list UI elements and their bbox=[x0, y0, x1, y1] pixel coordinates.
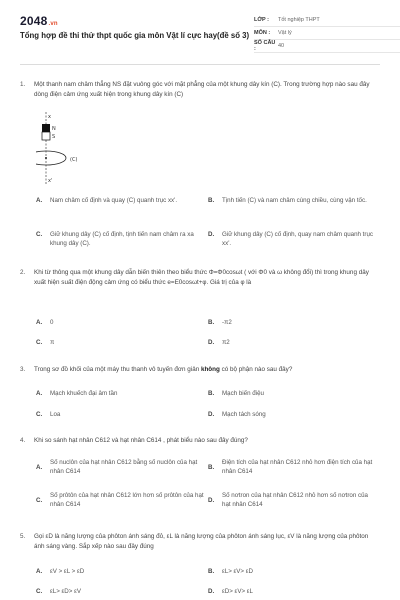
meta-key: MÔN : bbox=[254, 30, 271, 36]
option-letter: B. bbox=[208, 197, 215, 204]
option-text: 0 bbox=[50, 319, 54, 326]
meta-row-subject bbox=[254, 27, 400, 40]
option-text: Nam châm cố định và quay (C) quanh trục xx'. bbox=[50, 197, 178, 204]
meta-row-class bbox=[254, 14, 400, 27]
option-b[interactable] bbox=[208, 196, 378, 216]
option-a[interactable] bbox=[36, 567, 204, 577]
meta-value: Vật lý bbox=[278, 30, 292, 36]
meta-key: LỚP : bbox=[254, 17, 269, 23]
option-text: εL> εD> εV bbox=[50, 588, 81, 595]
magnet-north bbox=[42, 124, 50, 132]
question-5 bbox=[20, 532, 380, 598]
question-1 bbox=[20, 80, 380, 260]
header bbox=[20, 14, 380, 62]
meta-key: SỐ CÂU : bbox=[254, 40, 276, 52]
stem-text: Trong sơ đồ khối của một máy thu thanh vô tuyến đơn giản bbox=[34, 366, 201, 373]
option-text: Tịnh tiến (C) và nam châm cùng chiều, cùng vận tốc. bbox=[222, 197, 367, 204]
question-number: 3. bbox=[20, 366, 26, 373]
option-text: Mạch khuếch đại âm tần bbox=[50, 390, 118, 397]
question-number: 2. bbox=[20, 269, 26, 276]
option-d[interactable] bbox=[208, 338, 378, 348]
label-s: S bbox=[52, 134, 56, 140]
option-text: Loa bbox=[50, 411, 61, 418]
option-letter: A. bbox=[36, 390, 43, 397]
brand-name: 2048 bbox=[20, 14, 48, 28]
option-letter: D. bbox=[208, 588, 215, 595]
option-a[interactable] bbox=[36, 458, 204, 478]
option-letter: A. bbox=[36, 568, 43, 575]
question-stem bbox=[34, 365, 380, 375]
option-letter: A. bbox=[36, 319, 43, 326]
option-letter: D. bbox=[208, 339, 215, 346]
question-stem: Một thanh nam châm thẳng NS đặt vuông góc với mặt phẳng của một khung dây kín (C). Trong trường hợp nào sau đây dòng điện cảm ứng xuất hiện trong khung dây kín (C) bbox=[34, 81, 370, 98]
magnet-coil-figure bbox=[36, 112, 106, 187]
option-text: Số nuclôn của hạt nhân C612 bằng số nuclôn của hạt nhân C614 bbox=[50, 459, 198, 475]
stem-text: có bộ phận nào sau đây? bbox=[219, 366, 293, 373]
axis-label-bottom: x' bbox=[48, 178, 53, 184]
meta-row-count bbox=[254, 40, 400, 53]
axis-label-top: x bbox=[48, 114, 51, 120]
option-d[interactable] bbox=[208, 587, 378, 597]
option-letter: B. bbox=[208, 464, 215, 471]
option-b[interactable] bbox=[208, 318, 378, 328]
question-stem: Khi từ thông qua một khung dây dẫn biến thiên theo biểu thức Φ=Φ0cosωt ( với Φ0 và ω không đổi) thì trong khung dây xuất hiện suất điện động cảm ứng có biểu thức e=E0cosωt+φ. Giá trị của φ là bbox=[34, 269, 369, 286]
option-text: π2 bbox=[222, 339, 230, 346]
option-letter: C. bbox=[36, 411, 43, 418]
page-title: Tổng hợp đề thi thử thpt quốc gia môn Vật lí cực hay(đề số 3) bbox=[20, 31, 250, 40]
option-a[interactable] bbox=[36, 389, 204, 399]
option-c[interactable] bbox=[36, 338, 204, 348]
option-letter: C. bbox=[36, 339, 43, 346]
option-text: π bbox=[50, 339, 55, 346]
option-d[interactable] bbox=[208, 491, 378, 511]
option-text: Giữ khung dây (C) cố định, tịnh tiến nam châm ra xa khung dây (C). bbox=[50, 231, 194, 247]
magnet-south bbox=[42, 132, 50, 140]
option-text: Mạch tách sóng bbox=[222, 411, 266, 418]
option-letter: A. bbox=[36, 464, 43, 471]
option-text: Số nơtron của hạt nhân C612 nhỏ hơn số nơtron của hạt nhân C614 bbox=[222, 492, 368, 508]
option-b[interactable] bbox=[208, 389, 378, 399]
option-letter: C. bbox=[36, 231, 43, 238]
option-b[interactable] bbox=[208, 458, 378, 478]
option-c[interactable] bbox=[36, 587, 204, 597]
option-letter: C. bbox=[36, 588, 43, 595]
coil-loop bbox=[36, 151, 66, 165]
option-c[interactable] bbox=[36, 491, 204, 511]
option-d[interactable] bbox=[208, 410, 378, 420]
question-stem: Khi so sánh hạt nhân C612 và hạt nhân C614 , phát biểu nào sau đây đúng? bbox=[34, 437, 248, 444]
option-text: εD> εV> εL bbox=[222, 588, 253, 595]
option-text: Số prôtôn của hạt nhân C612 lớn hơn số prôtôn của hạt nhân C614 bbox=[50, 492, 204, 508]
option-text: εV > εL > εD bbox=[50, 568, 85, 575]
option-text: εL> εV> εD bbox=[222, 568, 253, 575]
option-text: Điện tích của hạt nhân C612 nhỏ hơn điện tích của hạt nhân C614 bbox=[222, 459, 373, 475]
question-stem: Gọi εD là năng lượng của phôton ánh sáng đỏ, εL là năng lượng của phôton ánh sáng lục, εV là năng lượng của phôton ánh sáng vàng. Sắp xếp nào sau đây đúng bbox=[34, 533, 369, 550]
option-text: Mạch biến điệu bbox=[222, 390, 264, 397]
label-n: N bbox=[52, 126, 56, 132]
option-letter: D. bbox=[208, 411, 215, 418]
option-letter: D. bbox=[208, 231, 215, 238]
question-2 bbox=[20, 268, 380, 352]
option-letter: B. bbox=[208, 568, 215, 575]
question-number: 4. bbox=[20, 437, 26, 444]
option-b[interactable] bbox=[208, 567, 378, 577]
label-coil: (C) bbox=[70, 157, 78, 163]
option-d[interactable] bbox=[208, 230, 378, 250]
brand-suffix: .vn bbox=[48, 21, 58, 27]
option-a[interactable] bbox=[36, 196, 204, 216]
option-letter: D. bbox=[208, 497, 215, 504]
question-number: 5. bbox=[20, 533, 26, 540]
option-text: Giữ khung dây (C) cố định, quay nam châm quanh trục xx'. bbox=[222, 231, 374, 247]
option-letter: B. bbox=[208, 390, 215, 397]
option-text: -π2 bbox=[222, 319, 232, 326]
option-letter: C. bbox=[36, 497, 43, 504]
stem-emphasis: không bbox=[200, 366, 220, 373]
option-letter: B. bbox=[208, 319, 215, 326]
exam-meta bbox=[254, 14, 400, 53]
question-number: 1. bbox=[20, 81, 26, 88]
question-4 bbox=[20, 436, 380, 520]
question-3 bbox=[20, 365, 380, 425]
option-c[interactable] bbox=[36, 230, 204, 250]
option-letter: A. bbox=[36, 197, 43, 204]
meta-value: Tốt nghiệp THPT bbox=[278, 17, 320, 23]
meta-value: 40 bbox=[278, 43, 285, 49]
header-divider bbox=[20, 64, 380, 65]
option-a[interactable] bbox=[36, 318, 204, 328]
option-c[interactable] bbox=[36, 410, 204, 420]
